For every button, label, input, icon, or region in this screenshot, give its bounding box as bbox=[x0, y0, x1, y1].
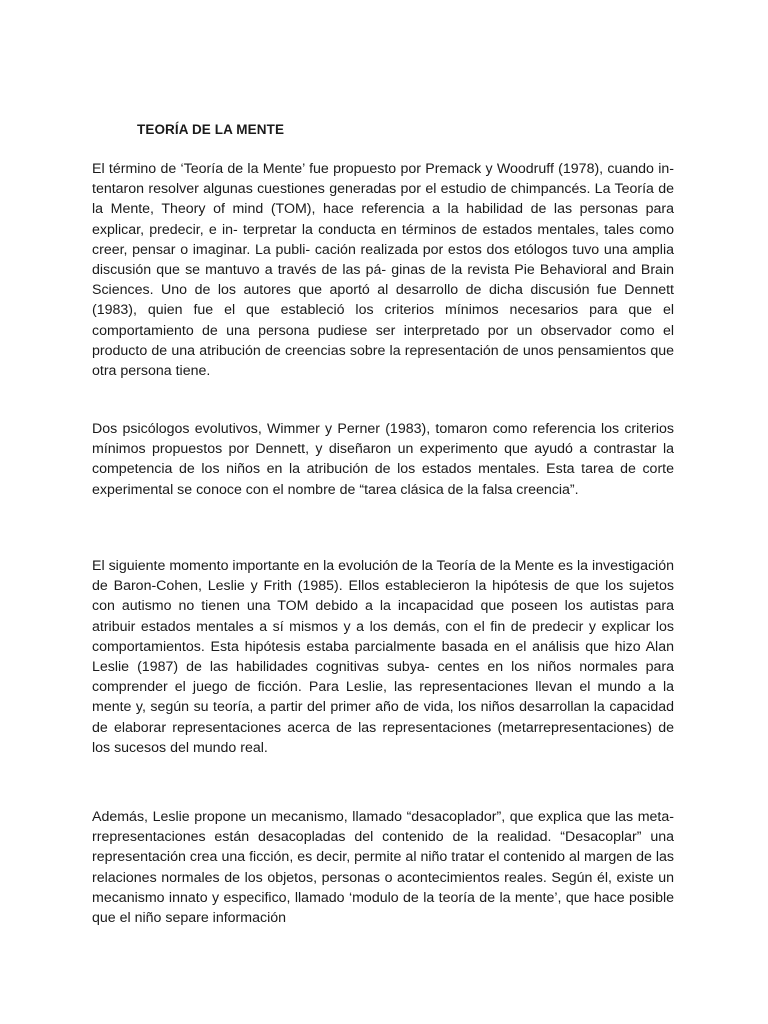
paragraph-baron-cohen: El siguiente momento importante en la evolución de la Teoría de la Mente es la investigación de Baron-Cohen, Leslie y Frith (1985). Ellos establecieron la hipótesis de que los sujetos con autismo no tienen una TOM debido a la incapacidad que poseen los autistas para atribuir estados mentales a sí mismos y a los demás, con el fin de predecir y explicar los comportamientos. Esta hipótesis estaba parcialmente basada en el análisis que hizo Alan Leslie (1987) de las habilidades cognitivas subya- centes en los niños normales para comprender el juego de ficción. Para Leslie, las representaciones llevan el mundo a la mente y, según su teoría, a partir del primer año de vida, los niños desarrollan la capacidad de elaborar representaciones acerca de las representaciones (metarrepresentaciones) de los sucesos del mundo real. bbox=[92, 558, 674, 756]
paragraph-desacoplador: Además, Leslie propone un mecanismo, llamado “desacoplador”, que explica que las meta- rrepresentaciones están desacopladas del contenido de la realidad. “Desacoplar” una representación crea una ficción, es decir, permite al niño tratar el contenido al margen de las relaciones normales de los objetos, personas o acontecimientos reales. Según él, existe un mecanismo innato y especifico, llamado ‘modulo de la teoría de la mente’, que hace posible que el niño separe información bbox=[92, 809, 674, 927]
paragraph-wimmer-perner: Dos psicólogos evolutivos, Wimmer y Perner (1983), tomaron como referencia los criterios mínimos propuestos por Dennett, y diseñaron un experimento que ayudó a contrastar la competencia de los niños en la atribución de los estados mentales. Esta tarea de corte experimental se conoce con el nombre de “tarea clásica de la falsa creencia”. bbox=[92, 421, 674, 498]
document-title: TEORÍA DE LA MENTE bbox=[137, 122, 285, 137]
paragraph-premack-woodruff: El término de ‘Teoría de la Mente’ fue propuesto por Premack y Woodruff (1978), cuando in- tentaron resolver algunas cuestiones generadas por el estudio de chimpancés. La Teoría de la Mente, Theory of mind (TOM), hace referencia a la habilidad de las personas para explicar, predecir, e in- terpretar la conducta en términos de estados mentales, tales como creer, pensar o imaginar. La publi- cación realizada por estos dos etólogos tuvo una amplia discusión que se mantuvo a través de las pá- ginas de la revista Pie Behavioral and Brain Sciences. Uno de los autores que aportó al desarrollo de dicha discusión fue Dennett (1983), quien fue el que estableció los criterios mínimos necesarios para que el comportamiento de una persona pudiese ser interpretado por un observador como el producto de una atribución de creencias sobre la representación de unos pensamientos que otra persona tiene. bbox=[92, 161, 674, 380]
